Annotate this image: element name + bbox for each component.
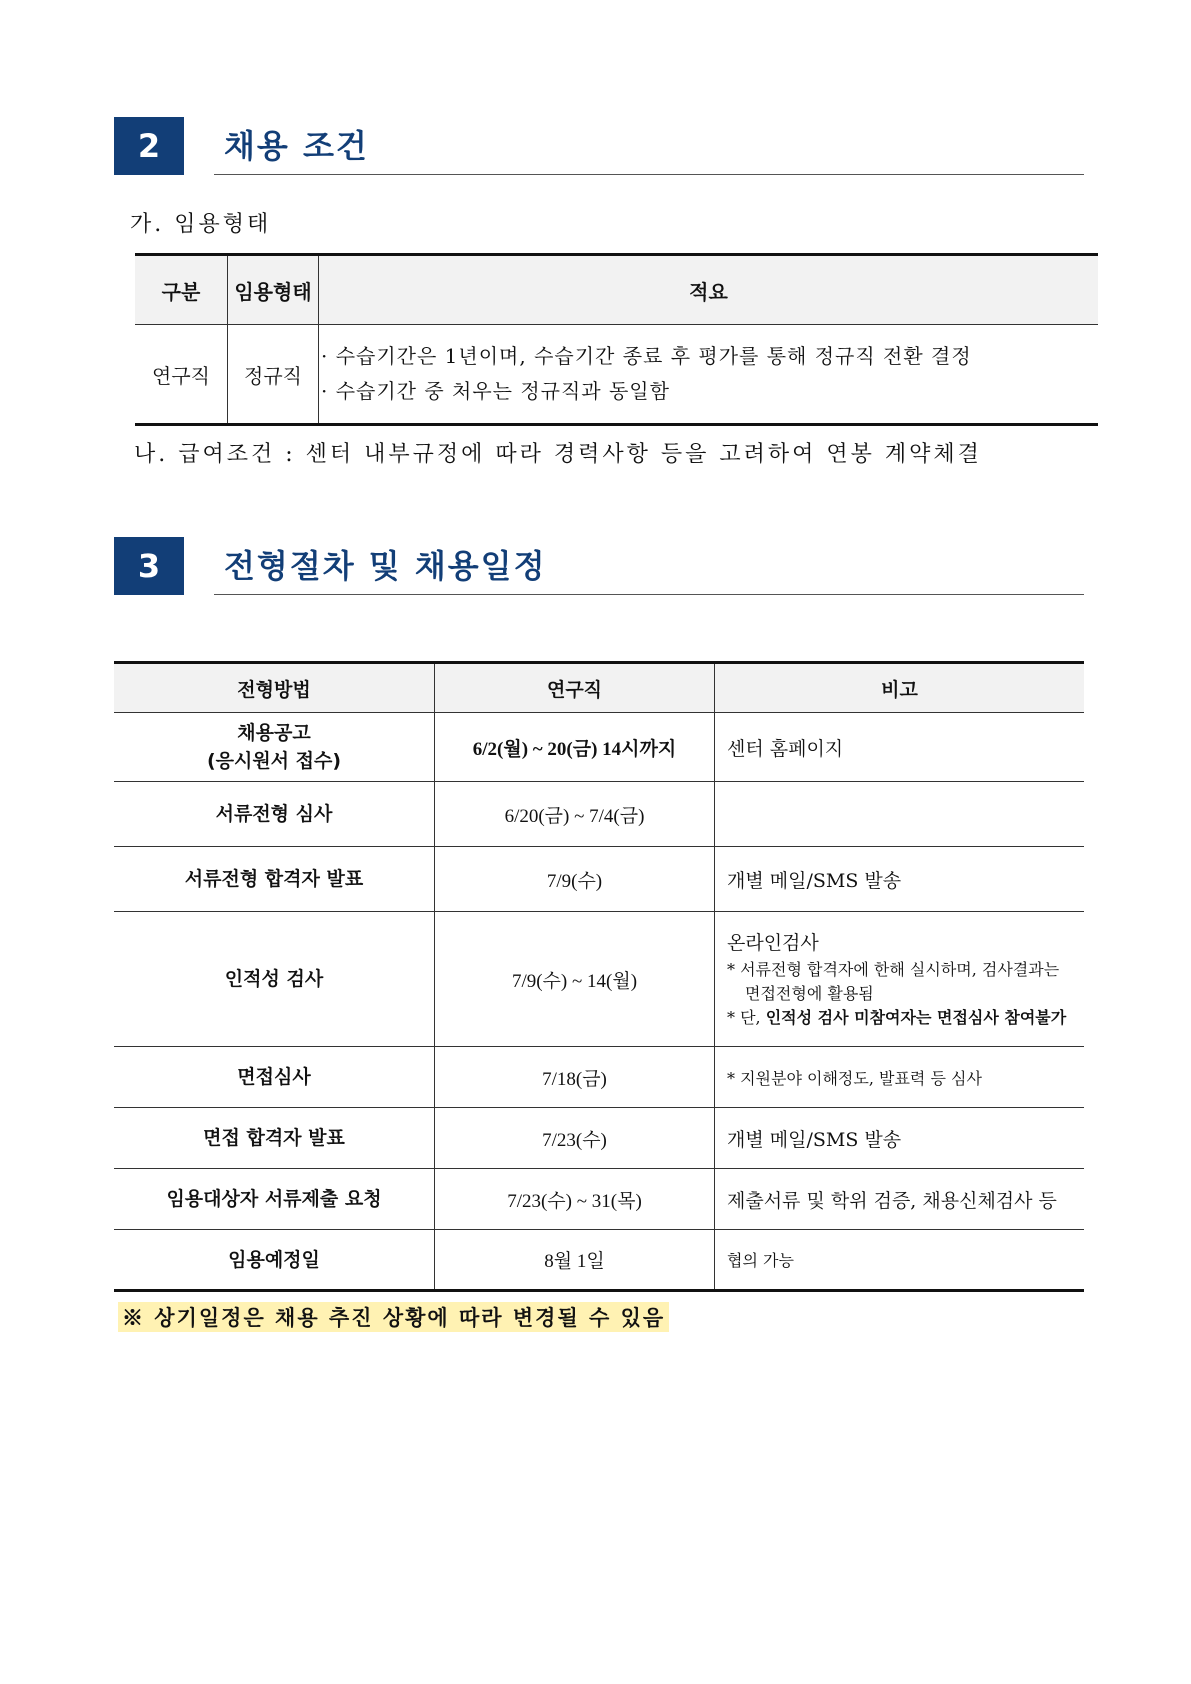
header-remark: 비고 xyxy=(715,663,1085,713)
remark-note: * 서류전형 합격자에 한해 실시하며, 검사결과는 xyxy=(727,960,1060,979)
section-3-header xyxy=(114,537,1084,595)
header-notes: 적요 xyxy=(319,255,1099,325)
cell-remark: 개별 메일/SMS 발송 xyxy=(715,1108,1085,1169)
cell-notes xyxy=(319,325,1099,425)
table-row xyxy=(135,325,1098,425)
schedule-table xyxy=(114,661,1084,1292)
cell-method: 임용예정일 xyxy=(114,1230,435,1291)
table-row xyxy=(114,1169,1084,1230)
method-label: 채용공고 xyxy=(237,722,311,744)
header-type: 임용형태 xyxy=(228,255,319,325)
remark-title: 온라인검사 xyxy=(727,932,819,954)
table-row xyxy=(114,1047,1084,1108)
table-row xyxy=(114,1108,1084,1169)
cell-remark xyxy=(715,912,1085,1047)
table-row xyxy=(114,1230,1084,1291)
note-line: · 수습기간은 1년이며, 수습기간 종료 후 평가를 통해 정규직 전환 결정 xyxy=(321,344,972,368)
table-header-row xyxy=(114,663,1084,713)
cell-period: 7/9(수) xyxy=(435,847,715,912)
cell-category: 연구직 xyxy=(135,325,228,425)
cell-remark: 제출서류 및 학위 검증, 채용신체검사 등 xyxy=(715,1169,1085,1230)
cell-period: 6/20(금) ~ 7/4(금) xyxy=(435,782,715,847)
schedule-change-notice: ※ 상기일정은 채용 추진 상황에 따라 변경될 수 있음 xyxy=(118,1302,669,1332)
table-row xyxy=(114,782,1084,847)
section-number: 2 xyxy=(114,117,184,175)
note-line: · 수습기간 중 처우는 정규직과 동일함 xyxy=(321,379,670,403)
cell-remark: * 지원분야 이해정도, 발표력 등 심사 xyxy=(715,1047,1085,1108)
employment-type-table xyxy=(135,253,1098,426)
cell-type: 정규직 xyxy=(228,325,319,425)
table-row xyxy=(114,912,1084,1047)
cell-method: 임용대상자 서류제출 요청 xyxy=(114,1169,435,1230)
cell-period: 6/2(월) ~ 20(금) 14시까지 xyxy=(435,713,715,782)
section-number: 3 xyxy=(114,537,184,595)
section-title: 채용 조건 xyxy=(224,127,369,165)
table-row xyxy=(114,847,1084,912)
cell-method: 면접심사 xyxy=(114,1047,435,1108)
table-row xyxy=(114,713,1084,782)
header-category: 구분 xyxy=(135,255,228,325)
cell-period: 7/18(금) xyxy=(435,1047,715,1108)
cell-remark: 협의 가능 xyxy=(715,1230,1085,1291)
cell-remark: 센터 홈페이지 xyxy=(715,713,1085,782)
cell-period: 7/9(수) ~ 14(월) xyxy=(435,912,715,1047)
cell-method: 면접 합격자 발표 xyxy=(114,1108,435,1169)
remark-note-prefix: * 단, xyxy=(727,1008,766,1027)
cell-method: 서류전형 심사 xyxy=(114,782,435,847)
table-header-row xyxy=(135,255,1098,325)
cell-period: 7/23(수) xyxy=(435,1108,715,1169)
cell-period: 7/23(수) ~ 31(목) xyxy=(435,1169,715,1230)
header-method: 전형방법 xyxy=(114,663,435,713)
cell-method: 인적성 검사 xyxy=(114,912,435,1047)
cell-method xyxy=(114,713,435,782)
salary-line: 나. 급여조건 : 센터 내부규정에 따라 경력사항 등을 고려하여 연봉 계약체결 xyxy=(134,442,982,467)
divider xyxy=(214,174,1084,175)
cell-remark: 개별 메일/SMS 발송 xyxy=(715,847,1085,912)
remark-note: 면접전형에 활용됨 xyxy=(745,984,874,1003)
cell-remark xyxy=(715,782,1085,847)
header-period: 연구직 xyxy=(435,663,715,713)
cell-method: 서류전형 합격자 발표 xyxy=(114,847,435,912)
divider xyxy=(214,594,1084,595)
cell-period: 8월 1일 xyxy=(435,1230,715,1291)
section-title: 전형절차 및 채용일정 xyxy=(224,547,547,585)
section-2-header xyxy=(114,117,1084,175)
method-sublabel: (응시원서 접수) xyxy=(206,750,342,772)
employment-type-heading: 가. 임용형태 xyxy=(130,212,272,237)
remark-note xyxy=(727,1006,1084,1030)
remark-note-bold: 인적성 검사 미참여자는 면접심사 참여불가 xyxy=(765,1008,1067,1027)
